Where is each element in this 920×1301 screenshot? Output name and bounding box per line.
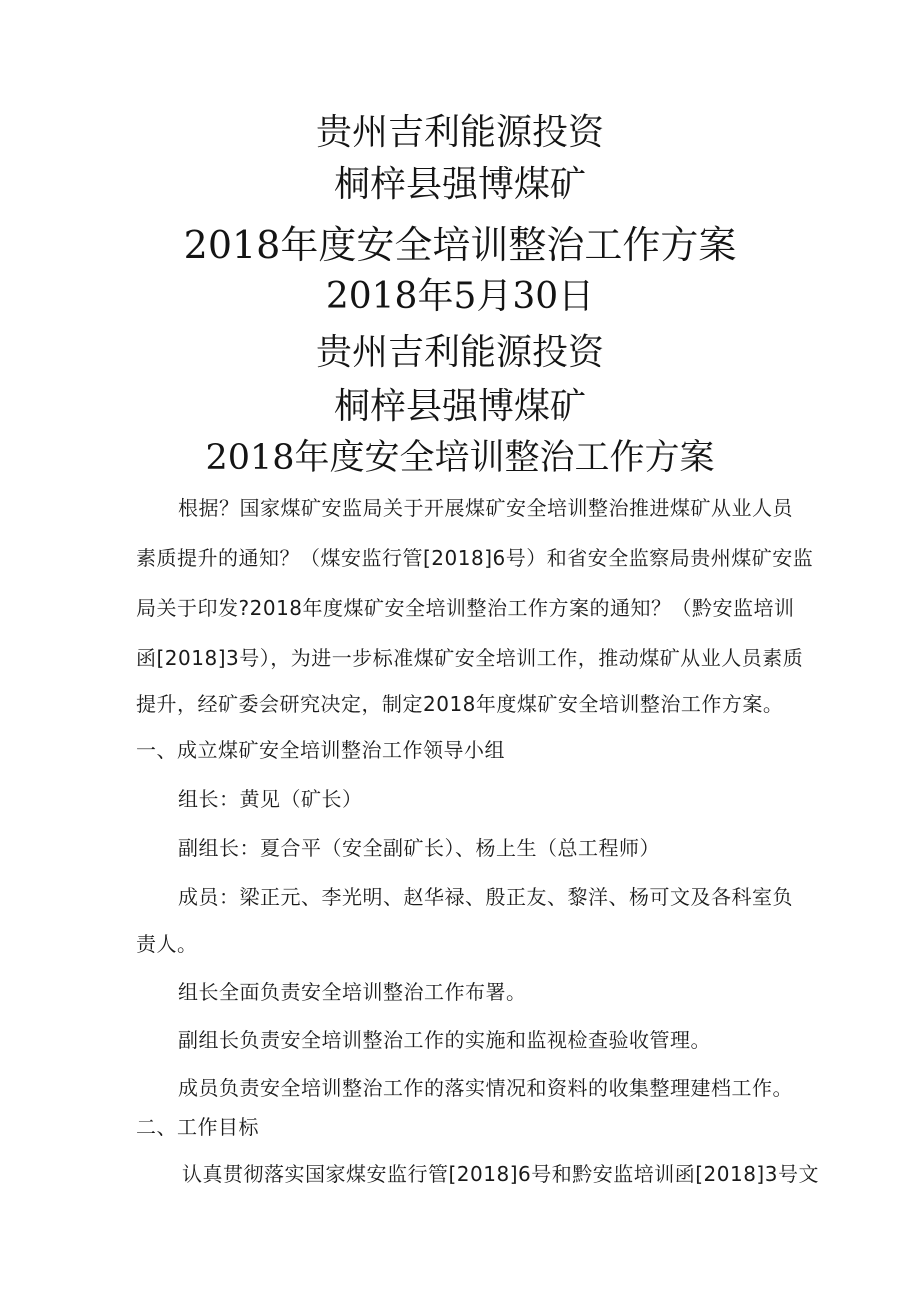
section-2-heading: 二、工作目标 (136, 1115, 259, 1139)
duty-members-line: 成员负责安全培训整治工作的落实情况和资料的收集整理建档工作。 (178, 1076, 793, 1100)
header-plan-title: 2018年度安全培训整治工作方案 (205, 438, 715, 478)
cover-mine: 桐梓县强博煤矿 (333, 164, 586, 205)
cover-plan-title: 2018年度安全培训整治工作方案 (183, 223, 737, 267)
cover-company: 贵州吉利能源投资 (315, 112, 604, 153)
intro-line: 函[2018]3号），为进一步标准煤矿安全培训工作，推动煤矿从业人员素质 (136, 646, 804, 670)
intro-line: 局关于印发?2018年度煤矿安全培训整治工作方案的通知？（黔安监培训 (136, 596, 795, 620)
leader-line: 组长：黄见（矿长） (178, 787, 363, 811)
header-company: 贵州吉利能源投资 (315, 332, 604, 373)
deputy-line: 副组长：夏合平（安全副矿长）、杨上生（总工程师） (178, 836, 660, 860)
intro-line: 提升，经矿委会研究决定，制定2018年度煤矿安全培训整治工作方案。 (136, 692, 784, 716)
intro-line: 素质提升的通知？（煤安监行管[2018]6号）和省安全监察局贵州煤矿安监 (136, 546, 814, 570)
cover-date: 2018年5月30日 (325, 276, 595, 317)
intro-line: 根据？国家煤矿安监局关于开展煤矿安全培训整治推进煤矿从业人员 (178, 496, 793, 520)
goal-line: 认真贯彻落实国家煤安监行管[2018]6号和黔安监培训函[2018]3号文 (182, 1162, 819, 1186)
header-mine: 桐梓县强博煤矿 (333, 386, 586, 427)
members-line: 成员：梁正元、李光明、赵华禄、殷正友、黎洋、杨可文及各科室负 (178, 885, 793, 909)
duty-deputy-line: 副组长负责安全培训整治工作的实施和监视检查验收管理。 (178, 1028, 711, 1052)
section-1-heading: 一、成立煤矿安全培训整治工作领导小组 (136, 738, 505, 762)
duty-leader-line: 组长全面负责安全培训整治工作布署。 (178, 980, 527, 1004)
members-line: 责人。 (136, 932, 198, 956)
